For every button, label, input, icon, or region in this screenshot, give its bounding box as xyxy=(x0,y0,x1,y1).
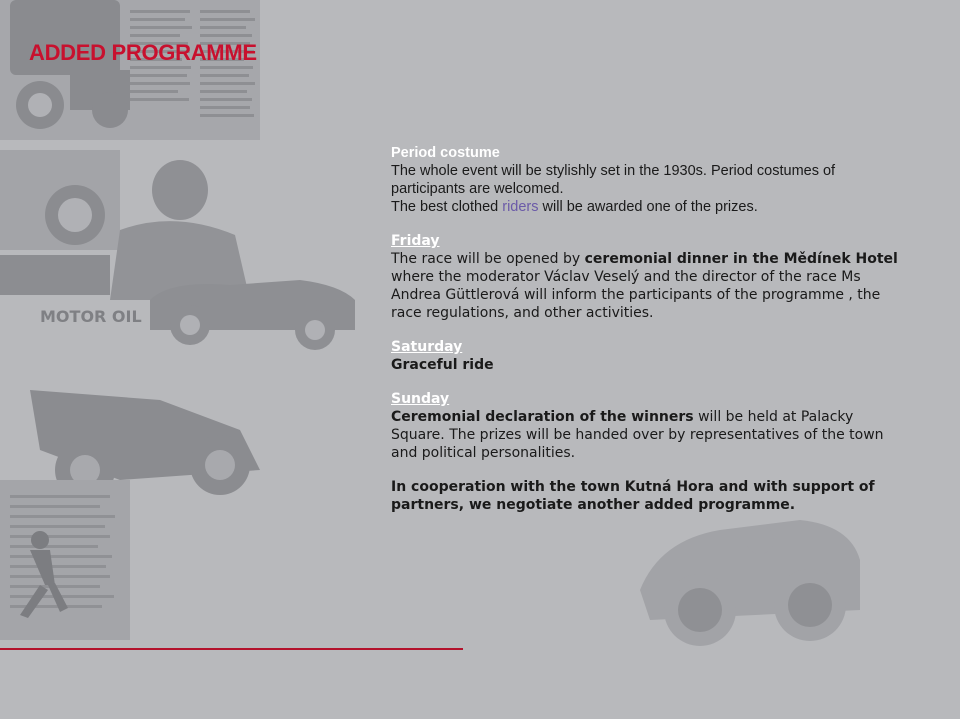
closing-section xyxy=(391,478,911,514)
programme-content xyxy=(391,144,911,530)
friday-text-start: The race will be opened by xyxy=(391,251,585,267)
saturday-section xyxy=(391,338,911,374)
sunday-text xyxy=(391,408,911,462)
prize-text-end: will be awarded one of the prizes. xyxy=(538,199,758,215)
ceremonial-declaration-highlight: Ceremonial declaration of the winners xyxy=(391,409,694,425)
period-costume-prize-text xyxy=(391,198,911,216)
sunday-section xyxy=(391,390,911,462)
prize-text-start: The best clothed xyxy=(391,199,503,215)
friday-link[interactable]: Friday xyxy=(391,233,440,249)
page-title: ADDED PROGRAMME xyxy=(29,40,257,65)
saturday-text: Graceful ride xyxy=(391,357,494,373)
period-costume-text: The whole event will be stylishly set in the 1930s. Period costumes of participants are welcomed. xyxy=(391,163,836,197)
bottom-divider xyxy=(0,648,463,650)
saturday-link[interactable]: Saturday xyxy=(391,339,463,355)
period-costume-heading: Period costume xyxy=(391,145,500,161)
closing-text: In cooperation with the town Kutná Hora and with support of partners, we negotiate another added programme. xyxy=(391,479,875,513)
period-costume-section xyxy=(391,144,911,216)
sunday-link[interactable]: Sunday xyxy=(391,391,450,407)
friday-section xyxy=(391,232,911,322)
ceremonial-dinner-highlight: ceremonial dinner in the Mědínek Hotel xyxy=(584,251,898,267)
friday-text-end: where the moderator Václav Veselý and the director of the race Ms Andrea Güttlerová will inform the participants of the programme , the race regulations, and other activities. xyxy=(391,269,881,321)
sunday-text-rest: will be held at Palacky Square. The prizes will be handed over by representatives of the town and political personalities. xyxy=(391,409,884,461)
friday-text xyxy=(391,250,911,322)
riders-word: riders xyxy=(502,199,539,215)
motor-oil-sign: MOTOR OIL xyxy=(40,307,142,326)
